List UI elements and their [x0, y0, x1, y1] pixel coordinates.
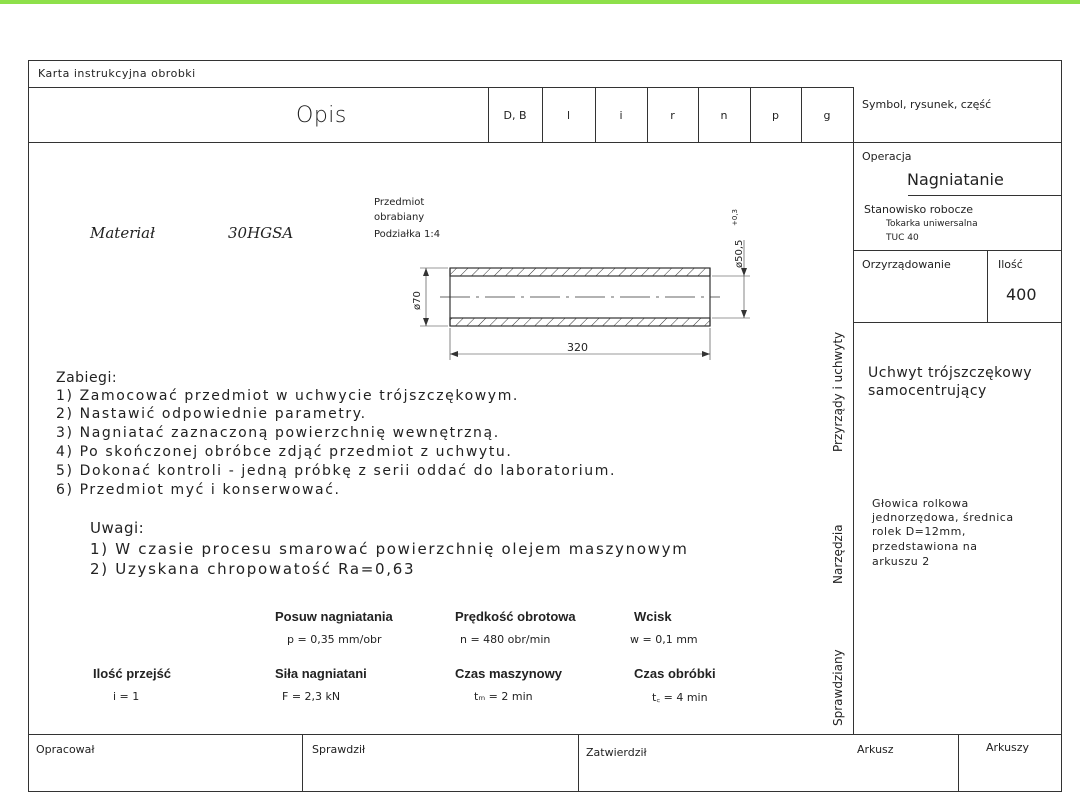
ilosc-label: Ilość: [998, 258, 1023, 271]
col-db: D, B: [503, 109, 527, 122]
step-item: 2) Nastawić odpowiednie parametry.: [56, 406, 367, 422]
drawing-caption-1: Przedmiot: [374, 197, 425, 208]
col-n: n: [720, 109, 728, 122]
oprzyrzadowanie-label: Orzyrządowanie: [862, 258, 951, 271]
top-accent-bar: [0, 0, 1080, 4]
przejsc-value: i = 1: [113, 690, 140, 703]
steps-title: Zabiegi:: [56, 370, 118, 386]
material-value: 30HGSA: [228, 224, 294, 242]
tube-wall-top: [450, 268, 710, 276]
predkosc-value: n = 480 obr/min: [460, 633, 551, 646]
operacja-label: Operacja: [862, 150, 912, 163]
dim-outer-diameter: ø70: [412, 291, 423, 310]
col-l: l: [566, 109, 571, 122]
step-item: 1) Zamocować przedmiot w uchwycie trójszczękowym.: [56, 388, 519, 404]
sila-value: F = 2,3 kN: [282, 690, 341, 703]
czas-obrobki-value: t꜀ = 4 min: [652, 691, 708, 704]
przyrzady-line2: samocentrujący: [868, 383, 987, 399]
posuw-label: Posuw nagniatania: [275, 609, 393, 624]
notes-title: Uwagi:: [90, 519, 145, 537]
czas-obrobki-label: Czas obróbki: [634, 666, 716, 681]
stanowisko-line1: Tokarka uniwersalna: [886, 219, 978, 229]
ilosc-value: 400: [1006, 285, 1037, 304]
przejsc-label: Ilość przejść: [93, 666, 172, 681]
wcisk-label: Wcisk: [634, 609, 672, 624]
dim-tolerance: +0,3: [731, 209, 739, 226]
sila-label: Siła nagniatani: [275, 666, 367, 681]
card-title: Karta instrukcyjna obrobki: [38, 67, 196, 80]
opis-title: Opis: [296, 103, 347, 128]
przyrzady-vertical-label: Przyrządy i uchwyty: [831, 331, 845, 452]
narzedzia-vertical-label: Narzędzia: [831, 524, 845, 584]
czas-maszynowy-label: Czas maszynowy: [455, 666, 562, 681]
dim-length: 320: [567, 341, 588, 354]
col-r: r: [670, 109, 675, 122]
arkusz-label: Arkusz: [857, 743, 894, 756]
operacja-value: Nagniatanie: [907, 170, 1004, 189]
stanowisko-label: Stanowisko robocze: [864, 203, 974, 216]
step-item: 3) Nagniatać zaznaczoną powierzchnię wewnętrzną.: [56, 425, 500, 441]
note-item: 2) Uzyskana chropowatość Ra=0,63: [90, 560, 416, 578]
posuw-value: p = 0,35 mm/obr: [287, 633, 382, 646]
sprawdzil-label: Sprawdził: [312, 743, 366, 756]
material-label: Materiał: [90, 224, 155, 242]
zatwierdzil-label: Zatwierdził: [586, 746, 647, 759]
arkuszy-label: Arkuszy: [986, 741, 1030, 754]
stanowisko-line2: TUC 40: [886, 233, 919, 243]
step-item: 4) Po skończonej obróbce zdjąć przedmiot z uchwytu.: [56, 444, 513, 460]
tube-wall-bottom: [450, 318, 710, 326]
opracowal-label: Opracował: [36, 743, 95, 756]
drawing-caption-2: obrabiany: [374, 212, 425, 223]
drawing-caption-3: Podziałka 1:4: [374, 229, 441, 240]
symbol-label: Symbol, rysunek, część: [862, 98, 992, 111]
predkosc-label: Prędkość obrotowa: [455, 609, 576, 624]
col-p: p: [772, 109, 779, 122]
step-item: 6) Przedmiot myć i konserwować.: [56, 482, 341, 498]
note-item: 1) W czasie procesu smarować powierzchnię olejem maszynowym: [90, 540, 689, 558]
sprawdziany-vertical-label: Sprawdziany: [831, 649, 845, 726]
col-g: g: [823, 109, 831, 122]
przyrzady-line1: Uchwyt trójszczękowy: [868, 365, 1033, 381]
czas-maszynowy-value: tₘ = 2 min: [474, 690, 533, 703]
col-i: i: [619, 109, 623, 122]
dim-inner-diameter: ø50,5: [734, 239, 745, 268]
wcisk-value: w = 0,1 mm: [630, 633, 698, 646]
step-item: 5) Dokonać kontroli - jedną próbkę z serii oddać do laboratorium.: [56, 463, 617, 479]
